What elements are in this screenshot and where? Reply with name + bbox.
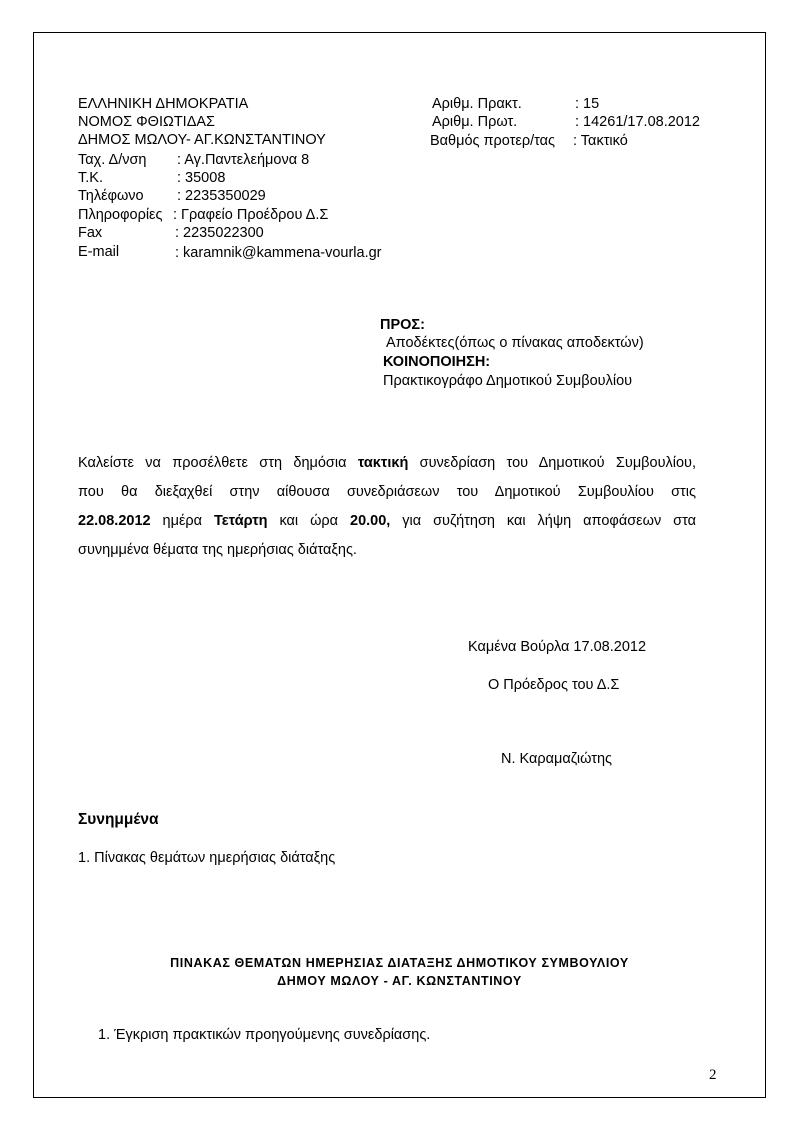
contact-fax-label: Fax (78, 225, 103, 241)
agenda-title-line-2: ΔΗΜΟΥ ΜΩΛΟΥ - ΑΓ. ΚΩΝΣΤΑΝΤΙΝΟΥ (277, 974, 522, 988)
priority-value: : Τακτικό (573, 133, 628, 149)
recipients-to-label: ΠΡΟΣ: (380, 317, 425, 333)
contact-address-value: : Αγ.Παντελεήμονα 8 (177, 152, 310, 168)
session-time: 20.00, (350, 513, 391, 529)
contact-phone-label: Τηλέφωνο (78, 188, 144, 204)
invitation-line-3: 22.08.2012 ημέρα Τετάρτη και ώρα 20.00, για συζήτηση και λήψη αποφάσεων στα (78, 513, 696, 529)
agenda-title-line-1: ΠΙΝΑΚΑΣ ΘΕΜΑΤΩΝ ΗΜΕΡΗΣΙΑΣ ΔΙΑΤΑΞΗΣ ΔΗΜΟΤΙΚΟΥ ΣΥΜΒΟΥΛΙΟΥ (170, 956, 629, 970)
contact-postcode-value: : 35008 (177, 170, 226, 186)
signature-place-date: Καμένα Βούρλα 17.08.2012 (468, 639, 647, 655)
recipients-to-value: Αποδέκτες(όπως ο πίνακας αποδεκτών) (386, 335, 644, 351)
protocol-number-value: : 14261/17.08.2012 (575, 114, 700, 130)
header-country: ΕΛΛΗΝΙΚΗ ΔΗΜΟΚΡΑΤΙΑ (78, 96, 249, 112)
invitation-line-4: συνημμένα θέματα της ημερήσιας διάταξης. (78, 542, 357, 558)
signature-role: Ο Πρόεδρος του Δ.Σ (488, 677, 620, 693)
session-day: Τετάρτη (213, 513, 268, 529)
contact-info-value: : Γραφείο Προέδρου Δ.Σ (173, 207, 329, 223)
attachments-heading: Συνημμένα (78, 811, 159, 828)
contact-fax-value: : 2235022300 (175, 225, 264, 241)
contact-phone-value: : 2235350029 (177, 188, 266, 204)
attachment-item: 1. Πίνακας θεμάτων ημερήσιας διάταξης (78, 850, 336, 866)
header-municipality: ΔΗΜΟΣ ΜΩΛΟΥ- ΑΓ.ΚΩΝΣΤΑΝΤΙΝΟΥ (78, 132, 326, 148)
invitation-line-1: Καλείστε να προσέλθετε στη δημόσια τακτική συνεδρίαση του Δημοτικού Συμβουλίου, (78, 455, 696, 471)
page-number: 2 (709, 1067, 717, 1083)
agenda-item: 1. Έγκριση πρακτικών προηγούμενης συνεδρίασης. (98, 1027, 431, 1043)
contact-address-label: Ταχ. Δ/νση (78, 152, 147, 168)
protocol-number-label: Αριθμ. Πρωτ. (432, 114, 518, 130)
signature-name: Ν. Καραμαζιώτης (501, 751, 613, 767)
contact-postcode-label: Τ.Κ. (78, 170, 103, 186)
session-date: 22.08.2012 (78, 513, 151, 529)
protocol-act-label: Αριθμ. Πρακτ. (432, 96, 522, 112)
contact-email-value: : karamnik@kammena-vourla.gr (175, 245, 382, 261)
priority-label: Βαθμός προτερ/τας (430, 133, 556, 149)
invitation-paragraph (78, 449, 696, 565)
contact-email-label: E-mail (78, 244, 120, 260)
recipients-cc-value: Πρακτικογράφο Δημοτικού Συμβουλίου (383, 373, 633, 389)
header-prefecture: ΝΟΜΟΣ ΦΘΙΩΤΙΔΑΣ (78, 114, 216, 130)
protocol-act-value: : 15 (575, 96, 600, 112)
contact-info-label: Πληροφορίες (78, 207, 163, 223)
recipients-cc-label: ΚΟΙΝΟΠΟΙΗΣΗ: (383, 354, 491, 370)
session-type: τακτική (357, 455, 409, 471)
invitation-line-2: που θα διεξαχθεί στην αίθουσα συνεδριάσεων του Δημοτικού Συμβουλίου στις (78, 484, 696, 500)
